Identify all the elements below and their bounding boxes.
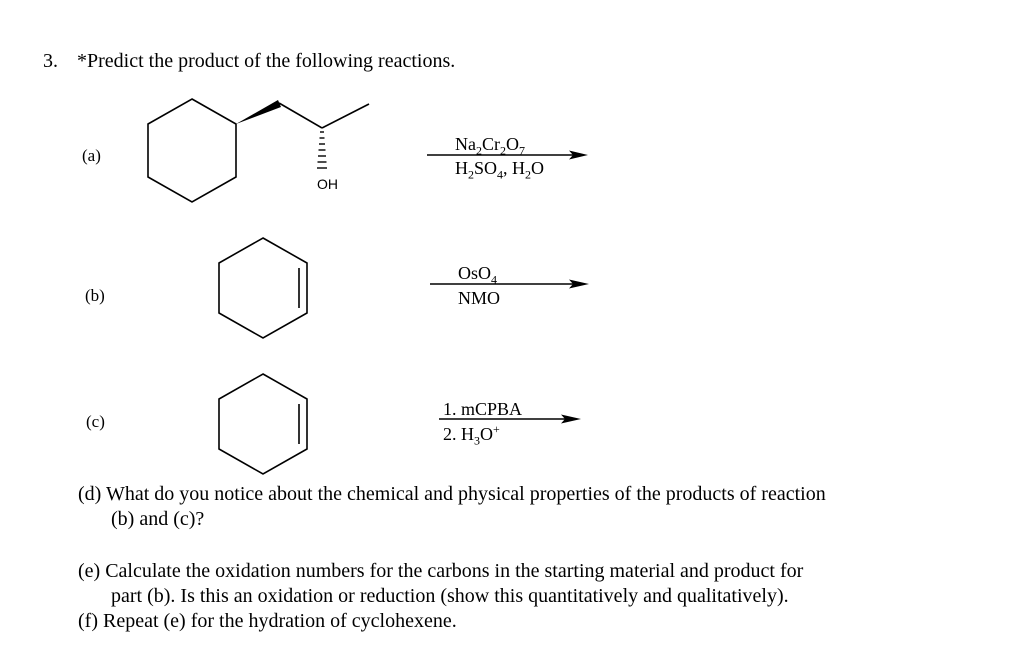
reaction-a-reagent-bottom: $H_2SO_4$, $H_2O$	[455, 158, 545, 182]
reaction-a-molecule	[140, 95, 380, 205]
reaction-b-reagent-top: OsO$_4$	[458, 263, 498, 287]
reaction-c-cyclohexene	[215, 370, 315, 480]
question-e-line2: part (b). Is this an oxidation or reduction (show this quantitatively and qualitatively).	[111, 585, 789, 607]
reaction-a-label: (a)	[82, 146, 101, 165]
reaction-b-cyclohexene	[215, 234, 315, 344]
question-d-line2: (b) and (c)?	[111, 508, 205, 530]
reaction-c-label: (c)	[86, 412, 105, 431]
reaction-b-arrow	[428, 278, 598, 290]
reaction-c-reagent-bottom: 2. $H_3O^+$	[443, 422, 500, 448]
question-d-line1: (d) What do you notice about the chemical and physical properties of the products of reaction	[78, 483, 826, 505]
cyclohexane-ring	[148, 99, 236, 202]
reaction-b-label: (b)	[85, 286, 105, 305]
question-f-line1: (f) Repeat (e) for the hydration of cyclohexene.	[78, 610, 457, 632]
reaction-a-reagent-top: $Na_2Cr_2O_7$	[455, 134, 525, 158]
question-prompt: *Predict the product of the following reactions.	[77, 50, 456, 72]
wedge-bond	[236, 100, 281, 124]
reaction-b-reagent-bottom: NMO	[458, 288, 501, 308]
question-e-line1: (e) Calculate the oxidation numbers for the carbons in the starting material and product for	[78, 560, 804, 582]
oh-label: OH	[317, 176, 338, 192]
reaction-c-reagent-top: 1. mCPBA	[443, 399, 523, 419]
hashed-bond	[317, 132, 327, 168]
question-number: 3.	[43, 50, 58, 72]
